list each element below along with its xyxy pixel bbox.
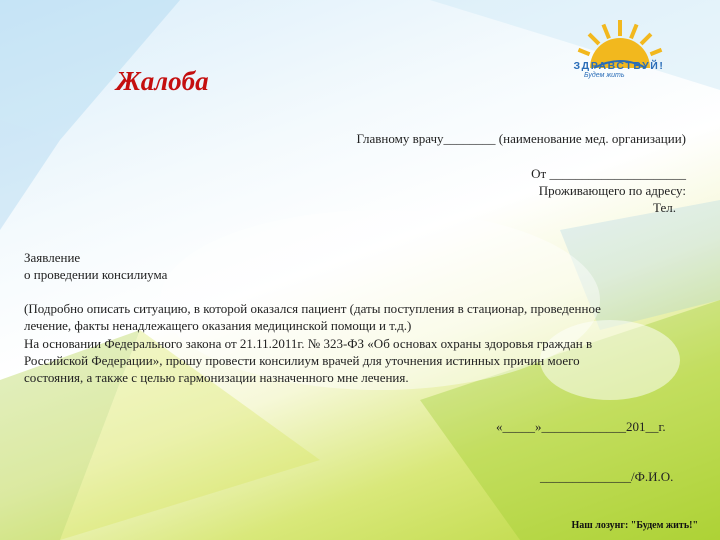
- address-line: Проживающего по адресу:: [538, 183, 686, 198]
- logo-name: ЗДРАВСТВУЙ!: [573, 60, 665, 72]
- addressee-line: Главному врачу________ (наименование мед. организации): [356, 131, 686, 146]
- sender-line: От _____________________: [531, 166, 686, 181]
- body-paragraph: [24, 300, 689, 386]
- statement-heading: Заявление: [24, 250, 81, 265]
- body-line: состояния, а также с целью гармонизации назначенного мне лечения.: [24, 370, 409, 386]
- page-title: Жалоба: [116, 66, 209, 96]
- body-line: На основании Федерального закона от 21.11.2011г. № 323-ФЗ «Об основах охраны здоровья граждан в: [24, 335, 593, 351]
- body-line: Российской Федерации», прошу провести консилиум врачей для уточнения истинных причин моего: [24, 352, 580, 368]
- phone-line: Тел.: [653, 200, 676, 215]
- signature-line: ______________/Ф.И.О.: [540, 469, 674, 484]
- body-line: (Подробно описать ситуацию, в которой оказался пациент (даты поступления в стационар, проведенное: [24, 301, 601, 316]
- logo-slogan: Будем жить: [584, 72, 625, 79]
- statement-subheading: о проведении консилиума: [24, 267, 168, 282]
- footer-slogan: Наш лозунг: "Будем жить!": [571, 520, 698, 531]
- date-line: «_____»_____________201__г.: [496, 419, 666, 434]
- body-line: лечение, факты ненадлежащего оказания медицинской помощи и т.д.): [24, 318, 412, 334]
